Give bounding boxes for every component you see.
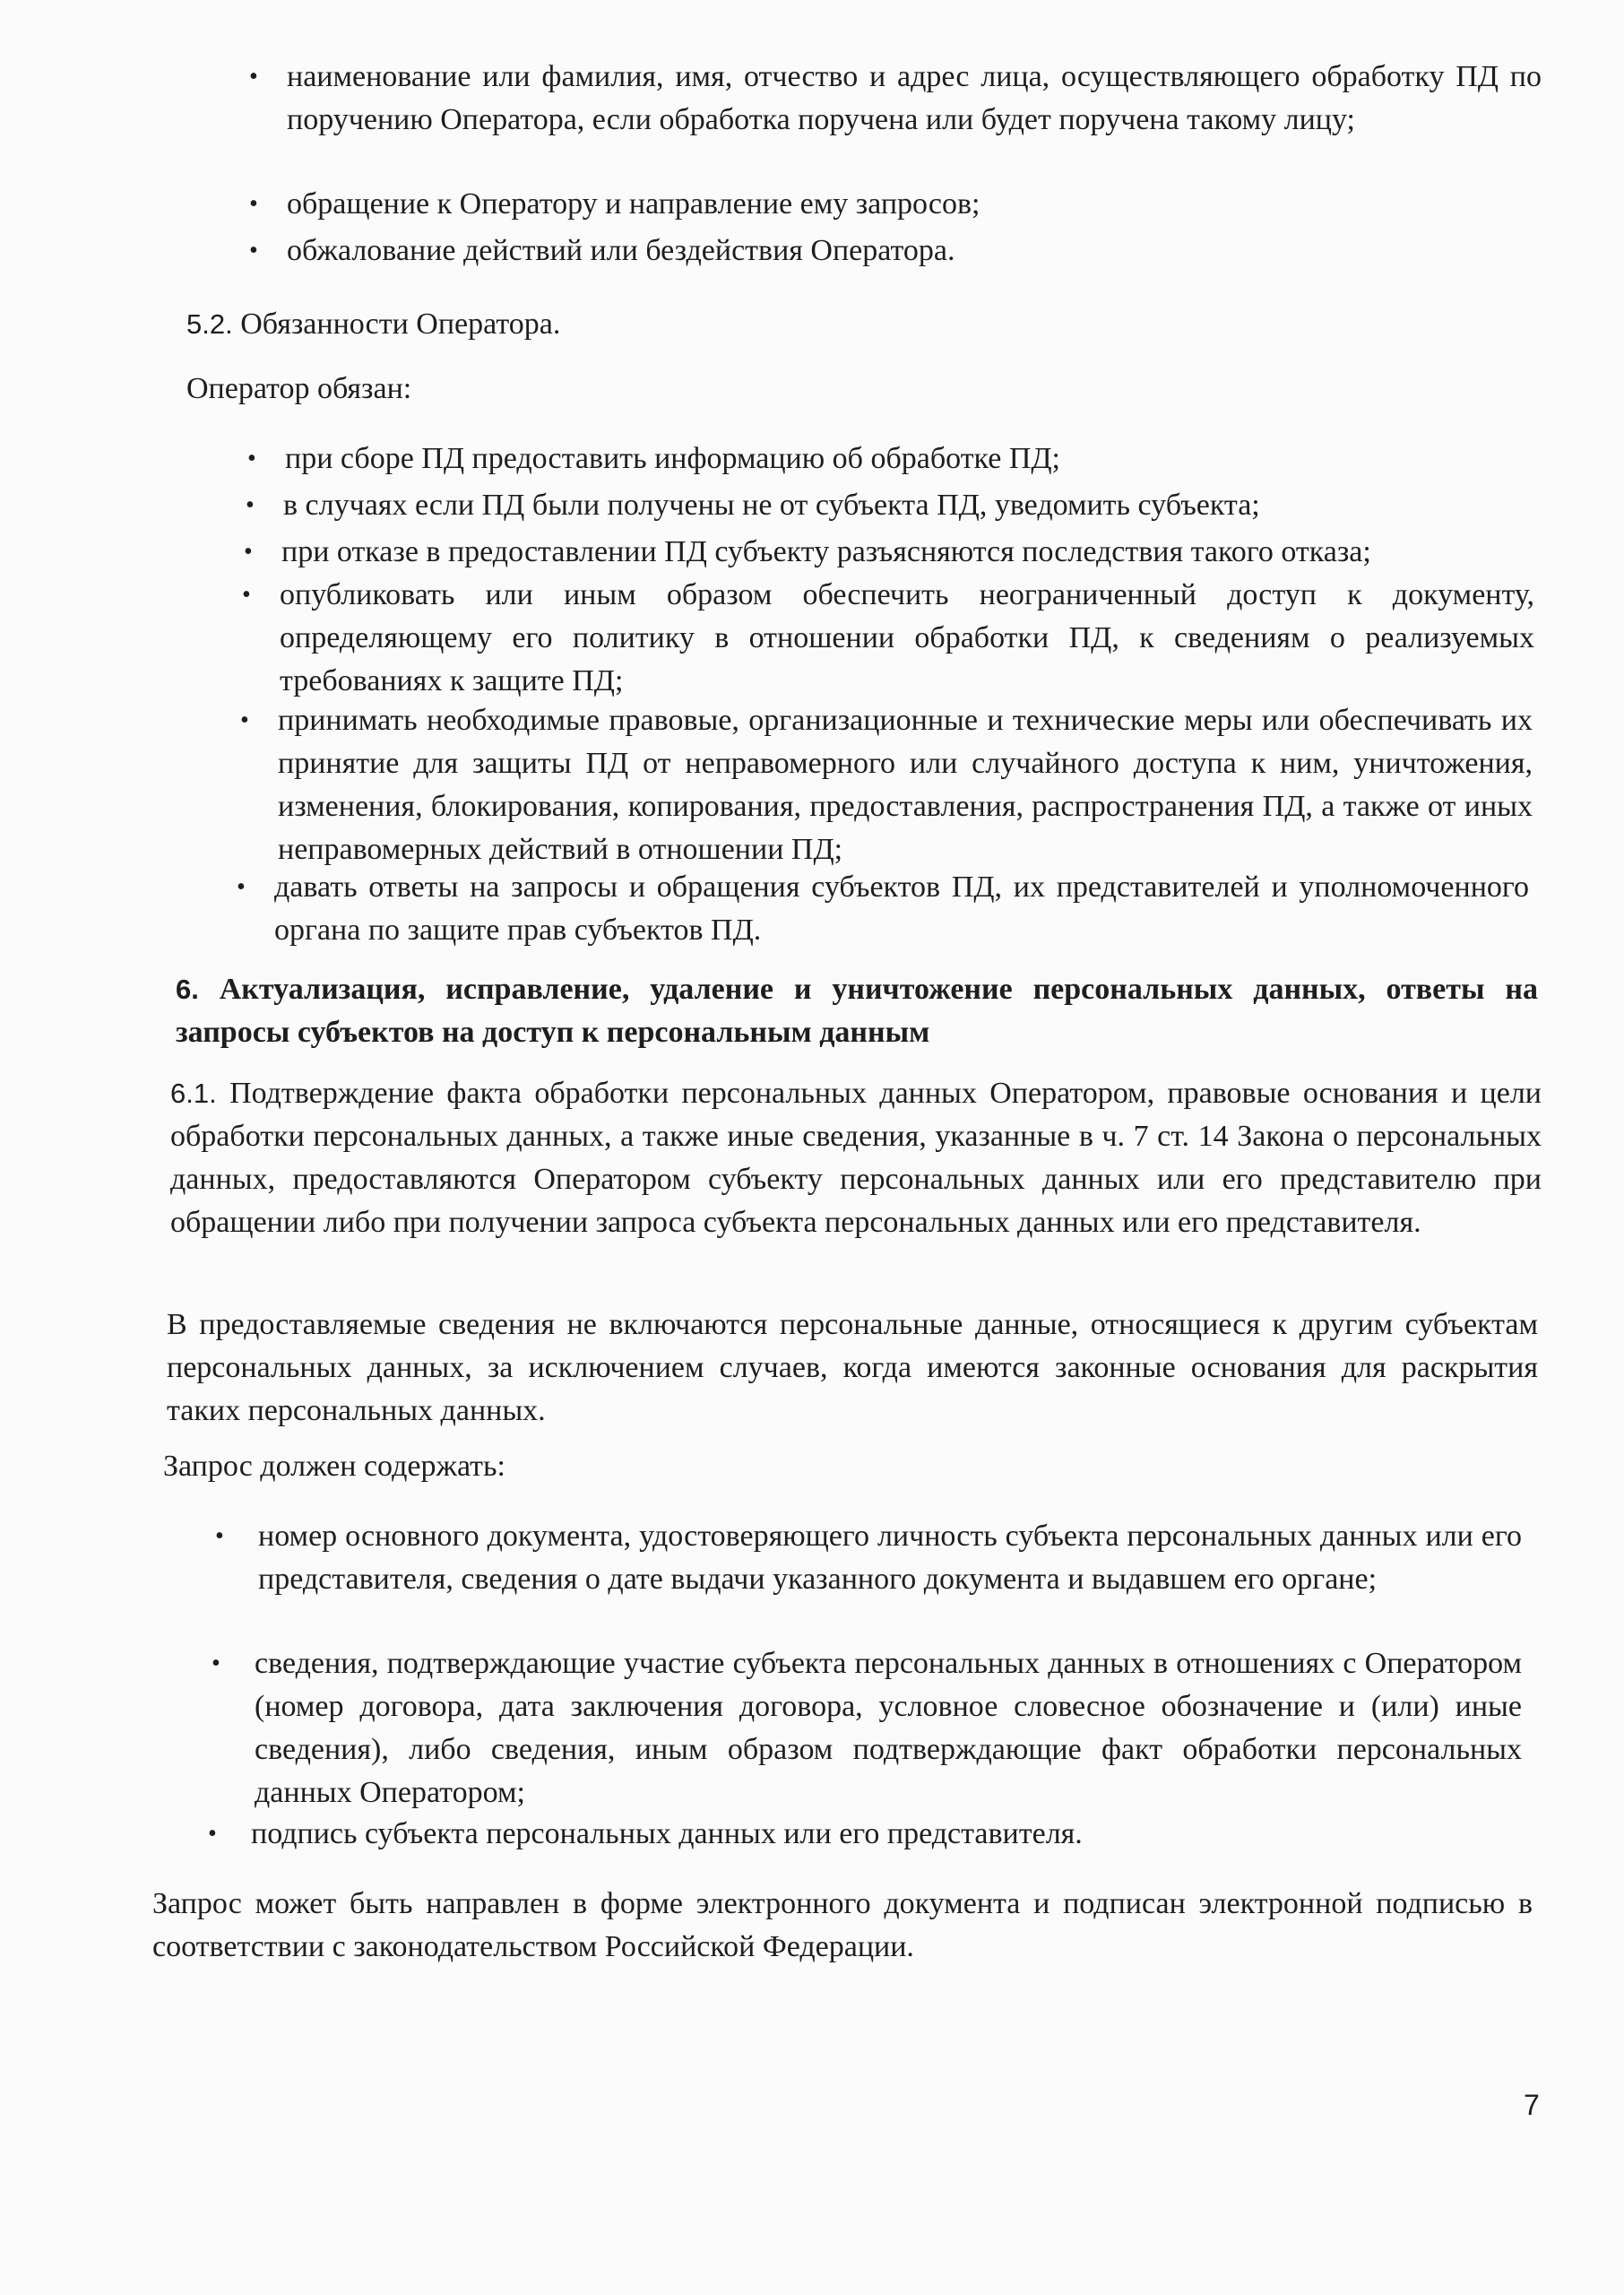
list-item: • сведения, подтверждающие участие субъекта персональных данных в отношениях с Оператором (номер договора, дата заключения договора, условное словесное обозначение и (или) иные сведения), либо сведения, иным образом подтверждающие факт обработки персональных данных Оператором; <box>255 1642 1522 1814</box>
bullet-icon: • <box>244 538 253 566</box>
paragraph: Запрос может быть направлен в форме электронного документа и подписан электронной подписью в соответствии с законодательством Российской Федерации. <box>152 1887 1533 1963</box>
section-heading-5-2: 5.2. Обязанности Оператора. <box>186 307 561 341</box>
paragraph: В предоставляемые сведения не включаются персональные данные, относящиеся к другим субъектам персональных данных, за исключением случаев, когда имеются законные основания для раскрытия таких персональных данных. <box>167 1308 1538 1427</box>
list-item: • подпись субъекта персональных данных или его представителя. <box>251 1813 1518 1856</box>
bullet-icon: • <box>246 491 255 519</box>
bullet-icon: • <box>249 237 258 264</box>
list-item: • наименование или фамилия, имя, отчество и адрес лица, осуществляющего обработку ПД по поручению Оператора, если обработка поручена или будет поручена такому лицу; <box>287 56 1542 142</box>
paragraph: Запрос должен содержать: <box>163 1450 505 1483</box>
bullet-icon: • <box>242 581 251 609</box>
list-item: • обращение к Оператору и направление ему запросов; <box>287 183 1542 226</box>
list-item: • номер основного документа, удостоверяющего личность субъекта персональных данных или его представителя, сведения о дате выдачи указанного документа и выдавшем его органе; <box>258 1515 1522 1601</box>
bullet-icon: • <box>208 1820 217 1848</box>
paragraph-6-1: 6.1. Подтверждение факта обработки персональных данных Оператором, правовые основания и цели обработки персональных данных, а также иные сведения, указанные в ч. 7 ст. 14 Закона о персональных данных, предоставляются Оператором субъекту персональных данных или его представителю при обращении либо при получении запроса субъекта персональных данных или его представителя. <box>170 1077 1542 1239</box>
section-intro: Оператор обязан: <box>186 372 412 405</box>
bullet-icon: • <box>249 63 258 91</box>
bullet-icon: • <box>240 706 249 734</box>
list-item: • при сборе ПД предоставить информацию об обработке ПД; <box>285 437 1540 481</box>
bullet-icon: • <box>212 1650 220 1677</box>
list-item: • при отказе в предоставлении ПД субъекту разъясняются последствия такого отказа; <box>281 531 1536 574</box>
bullet-icon: • <box>215 1522 224 1550</box>
list-item: • опубликовать или иным образом обеспечить неограниченный доступ к документу, определяющему его политику в отношении обработки ПД, к сведениям о реализуемых требованиях к защите ПД; <box>280 574 1534 703</box>
page-number: 7 <box>1524 2089 1540 2121</box>
bullet-icon: • <box>237 873 246 901</box>
bullet-icon: • <box>249 190 258 218</box>
list-item: • принимать необходимые правовые, организационные и технические меры или обеспечивать их принятие для защиты ПД от неправомерного или случайного доступа к ним, уничтожения, изменения, блокирования, копирования, предоставления, распространения ПД, а также от иных неправомерных действий в отношении ПД; <box>278 699 1533 871</box>
list-item: • в случаях если ПД были получены не от субъекта ПД, уведомить субъекта; <box>283 484 1538 527</box>
list-item: • давать ответы на запросы и обращения субъектов ПД, их представителей и уполномоченного органа по защите прав субъектов ПД. <box>274 866 1529 952</box>
list-item: • обжалование действий или бездействия Оператора. <box>287 230 1542 273</box>
bullet-icon: • <box>247 445 256 472</box>
section-heading-6: 6. Актуализация, исправление, удаление и уничтожение персональных данных, ответы на запросы субъектов на доступ к персональным данным <box>176 973 1538 1049</box>
